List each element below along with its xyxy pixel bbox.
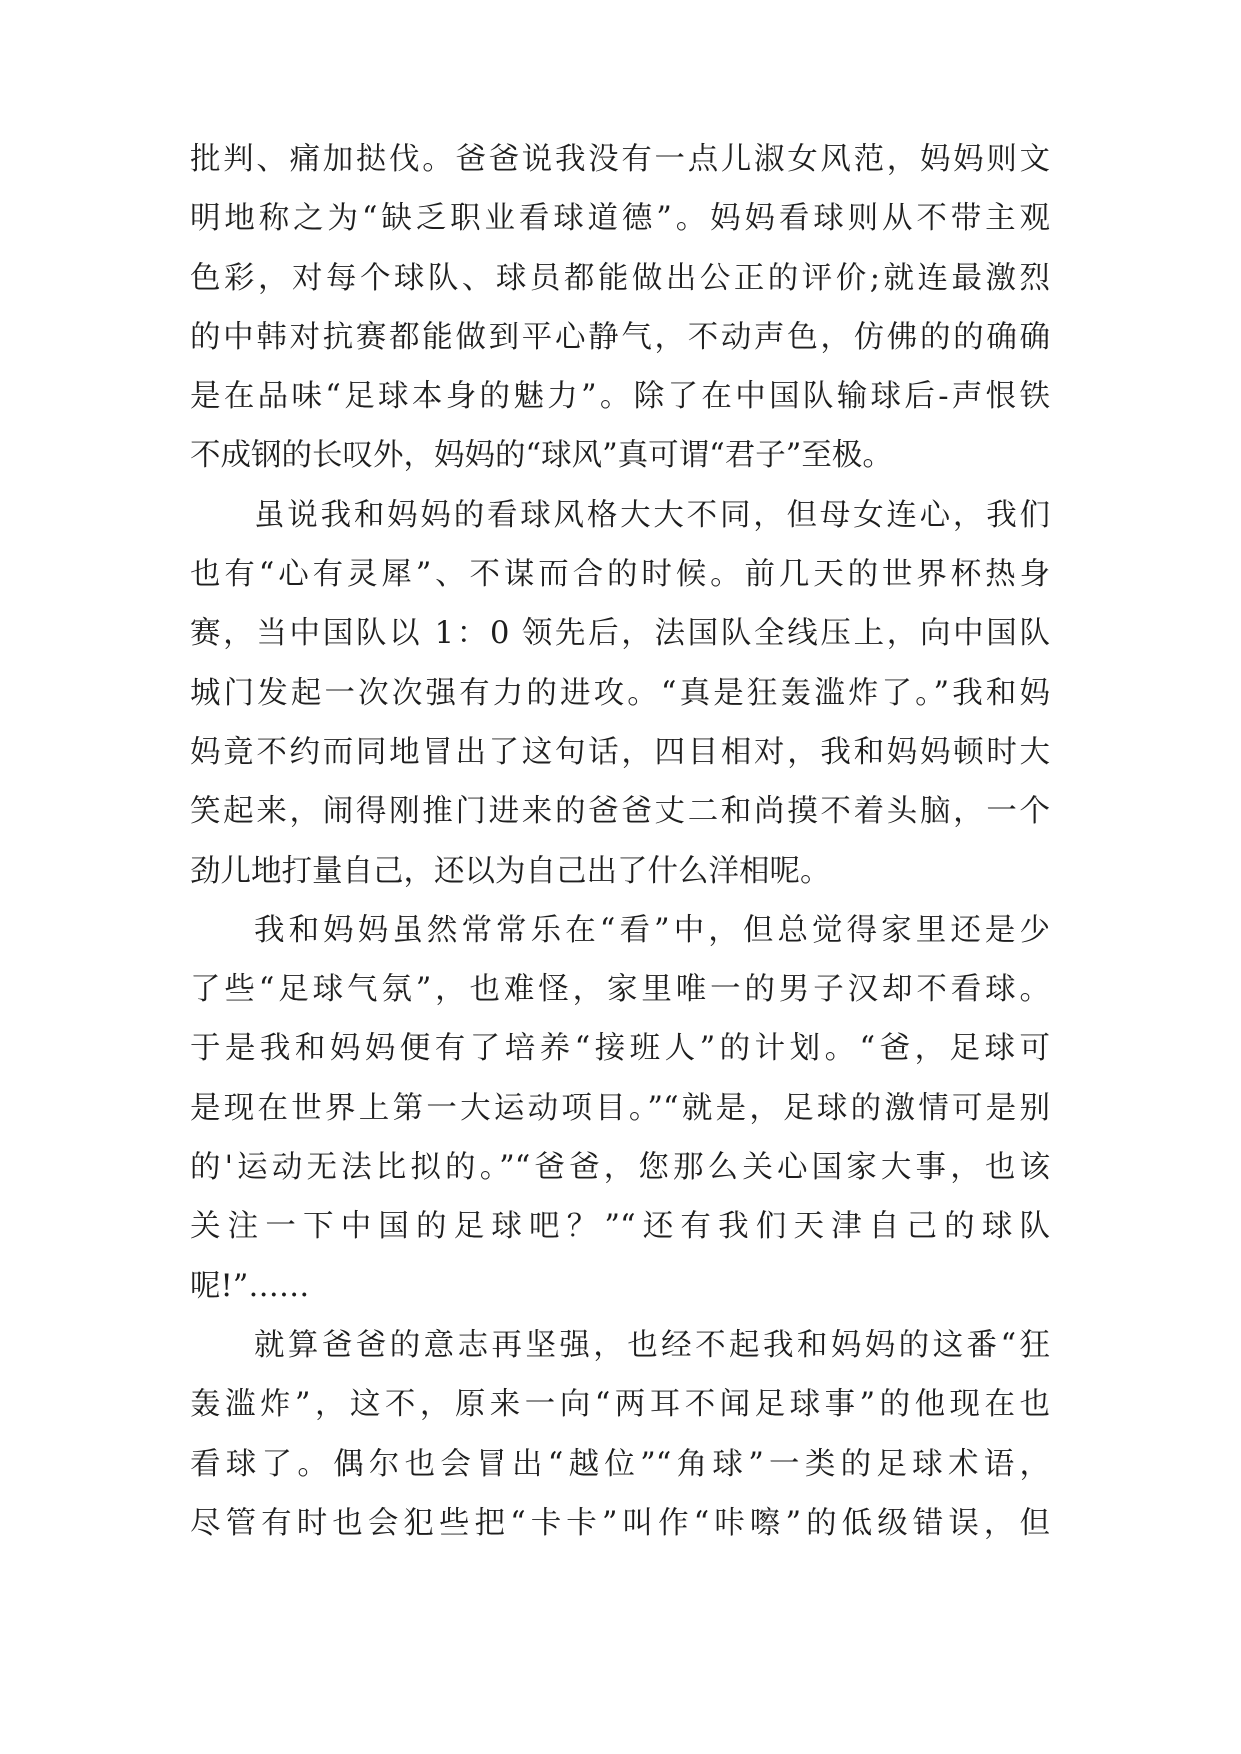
text-line: 不成钢的长叹外，妈妈的“球风”真可谓“君子”至极。 <box>190 438 893 474</box>
text-line: 妈竟不约而同地冒出了这句话，四目相对，我和妈妈顿时大 <box>190 734 1050 770</box>
text-line: 于是我和妈妈便有了培养“接班人”的计划。“爸，足球可 <box>190 1031 1050 1067</box>
text-line: 尽管有时也会犯些把“卡卡”叫作“咔嚓”的低级错误，但 <box>190 1505 1050 1541</box>
text-line: 的'运动无法比拟的。”“爸爸，您那么关心国家大事，也该 <box>190 1150 1050 1186</box>
paragraph-first-line: 就算爸爸的意志再坚强，也经不起我和妈妈的这番“狂 <box>254 1327 1050 1363</box>
text-line: 是现在世界上第一大运动项目。”“就是，足球的激情可是别 <box>190 1090 1050 1126</box>
text-line: 是在品味“足球本身的魅力”。除了在中国队输球后-声恨铁 <box>190 379 1050 415</box>
paragraph-first-line: 虽说我和妈妈的看球风格大大不同，但母女连心，我们 <box>254 497 1050 533</box>
text-line: 笑起来，闹得刚推门进来的爸爸丈二和尚摸不着头脑，一个 <box>190 794 1050 830</box>
text-line: 呢!”…… <box>190 1268 310 1304</box>
text-line: 关注一下中国的足球吧？”“还有我们天津自己的球队 <box>190 1209 1050 1245</box>
text-line: 批判、痛加挞伐。爸爸说我没有一点儿淑女风范，妈妈则文 <box>190 142 1050 177</box>
text-line: 也有“心有灵犀”、不谋而合的时候。前几天的世界杯热身 <box>190 557 1050 593</box>
text-line: 的中韩对抗赛都能做到平心静气，不动声色，仿佛的的确确 <box>190 319 1050 355</box>
text-line: 色彩，对每个球队、球员都能做出公正的评价;就连最激烈 <box>190 260 1050 296</box>
text-line: 城门发起一次次强有力的进攻。“真是狂轰滥炸了。”我和妈 <box>190 675 1050 711</box>
text-line: 赛，当中国队以 1：0 领先后，法国队全线压上，向中国队 <box>190 616 1050 652</box>
text-line: 明地称之为“缺乏职业看球道德”。妈妈看球则从不带主观 <box>190 201 1050 237</box>
paragraph-first-line: 我和妈妈虽然常常乐在“看”中，但总觉得家里还是少 <box>254 912 1050 948</box>
text-line: 轰滥炸”，这不，原来一向“两耳不闻足球事”的他现在也 <box>190 1387 1050 1423</box>
text-line: 劲儿地打量自己，还以为自己出了什么洋相呢。 <box>190 853 831 889</box>
body-text <box>190 130 1050 1553</box>
text-line: 看球了。偶尔也会冒出“越位”“角球”一类的足球术语， <box>190 1446 1050 1482</box>
text-line: 了些“足球气氛”，也难怪，家里唯一的男子汉却不看球。 <box>190 972 1050 1008</box>
